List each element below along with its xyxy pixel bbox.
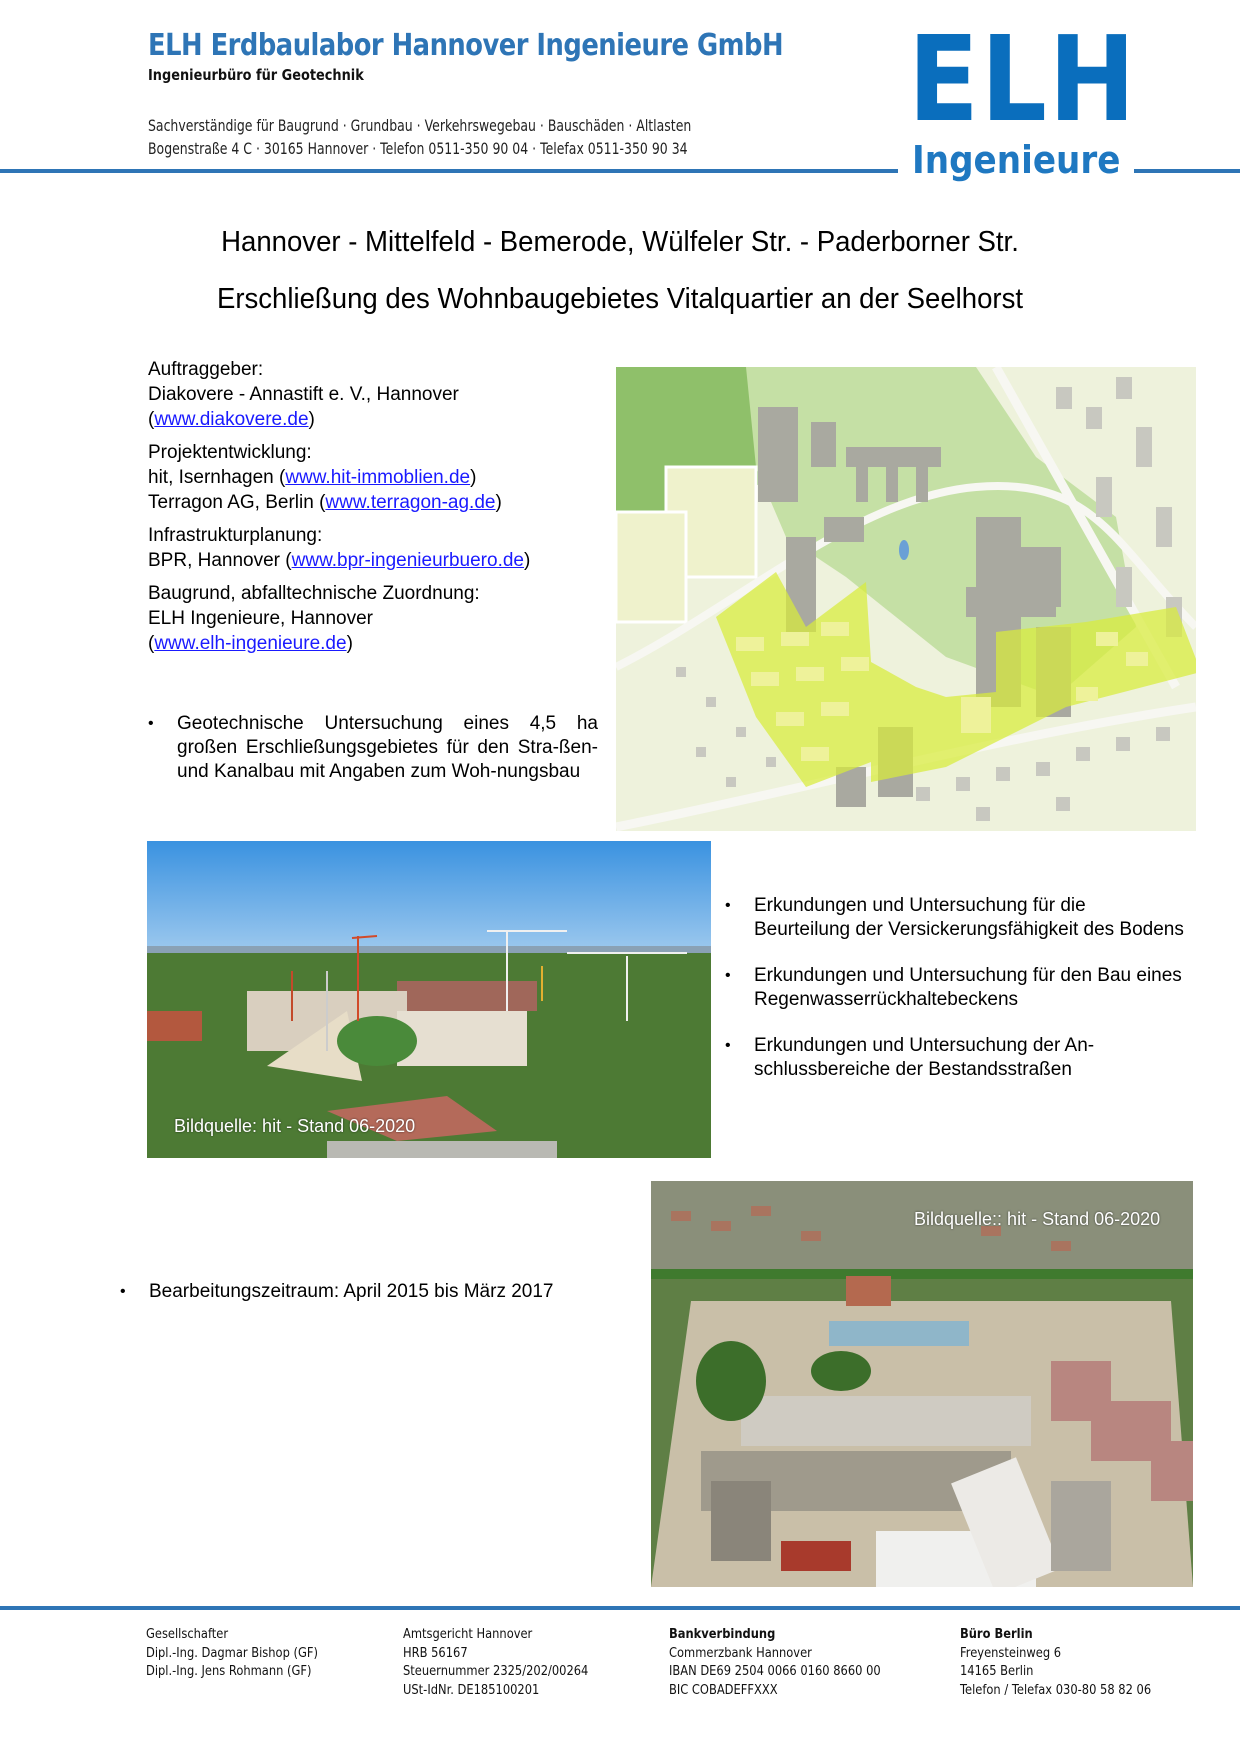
- client-name: Diakovere - Annastift e. V., Hannover: [148, 384, 459, 405]
- period-list: [120, 1280, 660, 1304]
- construction-photo-ground: [147, 841, 711, 1158]
- footer-line: Telefon / Telefax 030-80 58 82 06: [960, 1681, 1152, 1698]
- project-title-location: Hannover - Mittelfeld - Bemerode, Wülfeler Str. - Paderborner Str.: [221, 226, 1019, 258]
- development-group: Projektentwicklung: hit, Isernhagen (www.hit-immoblien.de) Terragon AG, Berlin (www.terragon-ag.de): [148, 440, 608, 515]
- geotech-name: ELH Ingenieure, Hannover: [148, 608, 373, 629]
- footer-heading: Bankverbindung: [669, 1626, 776, 1642]
- header-divider-left: [0, 169, 898, 173]
- footer-line: Commerzbank Hannover: [669, 1644, 812, 1661]
- footer-berlin-office: [960, 1625, 1151, 1699]
- scope-item: • Erkundungen und Untersuchung für die Beurteilung der Versickerungsfähigkeit des Bodens: [725, 894, 1185, 942]
- developer-link[interactable]: www.hit-immoblien.de: [285, 467, 471, 488]
- developer-name: hit, Isernhagen: [148, 467, 274, 488]
- footer-line: Dipl.-Ing. Dagmar Bishop (GF): [146, 1644, 318, 1661]
- company-name: ELH Erdbaulabor Hannover Ingenieure GmbH: [148, 28, 784, 63]
- logo-elh: ELH: [908, 10, 1138, 148]
- footer-line: Dipl.-Ing. Jens Rohmann (GF): [146, 1663, 312, 1679]
- geotech-link[interactable]: www.elh-ingenieure.de: [154, 633, 347, 654]
- footer-heading: Gesellschafter: [146, 1626, 229, 1642]
- geotech-group: Baugrund, abfalltechnische Zuordnung: ELH Ingenieure, Hannover (www.elh-ingenieure.de): [148, 581, 608, 656]
- development-label: Projektentwicklung:: [148, 442, 312, 463]
- site-plan-map: [616, 367, 1196, 831]
- infrastructure-group: Infrastrukturplanung: BPR, Hannover (www.bpr-ingenieurbuero.de): [148, 523, 608, 573]
- footer-heading: Amtsgericht Hannover: [403, 1626, 533, 1642]
- photo-caption: Bildquelle:: hit - Stand 06-2020: [914, 1209, 1161, 1229]
- scope-item: • Geotechnische Untersuchung eines 4,5 ha großen Erschließungsgebietes für den Stra-ßen- und Kanalbau mit Angaben zum Woh-nungsbau: [148, 712, 598, 784]
- footer-heading: Büro Berlin: [960, 1626, 1033, 1642]
- developer-name: Terragon AG, Berlin: [148, 492, 314, 513]
- infrastructure-link[interactable]: www.bpr-ingenieurbuero.de: [291, 550, 524, 571]
- header-divider-right: [1134, 169, 1240, 173]
- footer-bank: [669, 1625, 881, 1699]
- footer-registry: [403, 1625, 588, 1699]
- logo-ingenieure: Ingenieure: [912, 138, 1121, 182]
- scope-list-right: [725, 894, 1185, 1104]
- period-item: • Bearbeitungszeitraum: April 2015 bis März 2017: [120, 1280, 660, 1304]
- infrastructure-label: Infrastrukturplanung:: [148, 525, 323, 546]
- project-participants: [148, 357, 608, 664]
- footer-shareholders: [146, 1625, 318, 1681]
- project-title-description: Erschließung des Wohnbaugebietes Vitalquartier an der Seelhorst: [216, 283, 1024, 315]
- footer-line: BIC COBADEFFXXX: [669, 1681, 778, 1698]
- footer-line: USt-IdNr. DE185100201: [403, 1681, 540, 1698]
- footer-line: HRB 56167: [403, 1644, 468, 1661]
- construction-photo-aerial: [651, 1181, 1193, 1587]
- scope-item: • Erkundungen und Untersuchung für den Bau eines Regenwasserrückhaltebeckens: [725, 964, 1185, 1012]
- client-group: Auftraggeber: Diakovere - Annastift e. V., Hannover (www.diakovere.de): [148, 357, 608, 432]
- client-link[interactable]: www.diakovere.de: [154, 409, 309, 430]
- company-address: Bogenstraße 4 C · 30165 Hannover · Telefon 0511-350 90 04 · Telefax 0511-350 90 34: [148, 139, 688, 158]
- footer-line: 14165 Berlin: [960, 1663, 1034, 1679]
- developer-link[interactable]: www.terragon-ag.de: [325, 492, 496, 513]
- infrastructure-name: BPR, Hannover: [148, 550, 281, 571]
- company-subtitle: Ingenieurbüro für Geotechnik: [148, 66, 364, 84]
- client-label: Auftraggeber:: [148, 359, 264, 380]
- company-services: Sachverständige für Baugrund · Grundbau · Verkehrswegebau · Bauschäden · Altlasten: [148, 116, 692, 135]
- footer-divider: [0, 1606, 1240, 1610]
- scope-item: • Erkundungen und Untersuchung der An-schlussbereiche der Bestandsstraßen: [725, 1034, 1185, 1082]
- footer-line: Steuernummer 2325/202/00264: [403, 1663, 589, 1679]
- photo-caption: Bildquelle: hit - Stand 06-2020: [174, 1116, 416, 1136]
- footer-line: Freyensteinweg 6: [960, 1644, 1062, 1661]
- scope-list-top: [148, 712, 598, 784]
- footer-line: IBAN DE69 2504 0066 0160 8660 00: [669, 1663, 881, 1679]
- geotech-label: Baugrund, abfalltechnische Zuordnung:: [148, 583, 480, 604]
